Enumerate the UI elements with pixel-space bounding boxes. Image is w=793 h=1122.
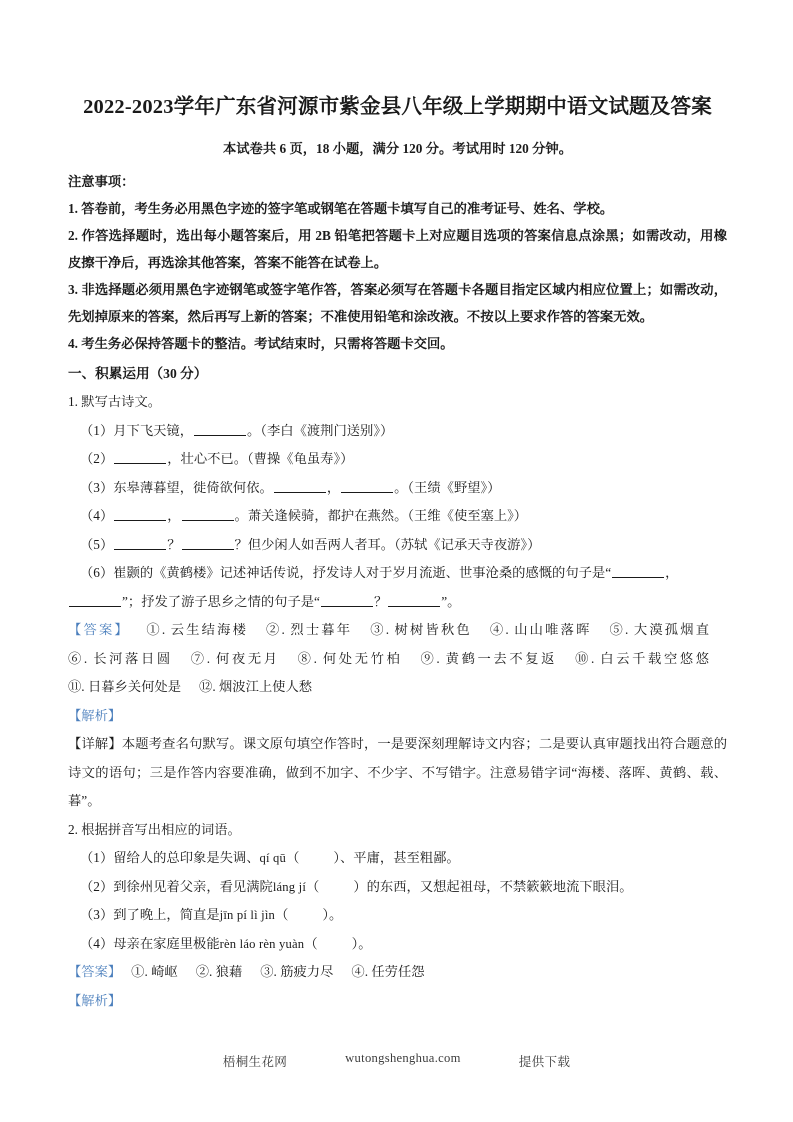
question-2-analysis-label: 【解析】 — [68, 992, 122, 1008]
answer-text: 大漠孤烟直 — [633, 622, 710, 637]
footer-site-name: 梧桐生花网 — [222, 1055, 288, 1069]
fill-blank — [182, 537, 234, 549]
item-text-tail: ”。 — [441, 593, 461, 609]
answer-text: 日暮乡关何处是 — [87, 679, 182, 694]
item-text: ”；抒发了游子思乡之情的句子是“ — [122, 593, 320, 609]
question-1-item-6 — [68, 559, 727, 588]
item-text-tail: 。 — [358, 935, 372, 951]
question-1-stem: 1. 默写古诗文。 — [68, 394, 162, 409]
answer-number: ②. — [195, 964, 213, 979]
answer-label: 【答案】 — [68, 622, 130, 637]
item-number: （4） — [80, 508, 114, 523]
answer-number: ⑤. — [609, 622, 629, 637]
fill-blank — [69, 594, 121, 606]
answer-number: ⑧. — [297, 650, 317, 666]
fill-blank — [114, 452, 166, 464]
notice-item: 1. 答卷前，考生务必用黑色字迹的签字笔或钢笔在答题卡填写自己的准考证号、姓名、学校。 — [68, 201, 614, 216]
item-text: 东皋薄暮望，徙倚欲何依。 — [113, 479, 273, 495]
item-text-tail: 的东西，又想起祖母，不禁簌簌地流下眼泪。 — [366, 878, 633, 894]
pinyin-hint: qí qū — [259, 851, 287, 865]
answer-item — [260, 964, 333, 979]
answer-item — [68, 651, 173, 666]
item-number: （3） — [80, 907, 114, 922]
question-2-item-2: （2）到徐州见着父亲，看见满院láng jí（ ）的东西，又想起祖母，不禁簌簌地流下眼泪。 — [80, 878, 633, 894]
item-text-mid: ， — [167, 508, 181, 523]
question-1-item-4 — [68, 502, 727, 531]
item-number: （4） — [80, 935, 114, 951]
notice-heading: 注意事项： — [68, 174, 135, 189]
item-text-tail: 。（李白《渡荆门送别》） — [247, 422, 394, 438]
answer-number: ①. — [131, 964, 148, 979]
notice-item: 3. 非选择题必须用黑色字迹钢笔或签字笔作答，答案必须写在答题卡各题目指定区域内相应位置上；如需改动，先划掉原来的答案，然后再写上新的答案；不准使用铅笔和涂改液。不按以上要求作答的答案无效。 — [68, 282, 727, 324]
answer-item — [266, 622, 352, 637]
item-text: 母亲在家庭里极能 — [113, 935, 220, 951]
question-2-answer — [68, 958, 727, 987]
answer-text: 烈士暮年 — [290, 622, 353, 637]
item-text-tail: 。（王绩《野望》） — [394, 479, 501, 495]
answer-number: ⑦. — [190, 650, 211, 666]
answer-text: 崎岖 — [151, 964, 178, 979]
answer-text: 狼藉 — [215, 964, 243, 979]
item-text: （6）崔颢的《黄鹤楼》记述神话传说，抒发诗人对于岁月流逝、世事沧桑的感慨的句子是“ — [80, 565, 612, 580]
fill-blank — [612, 566, 664, 578]
item-number: （1） — [80, 422, 114, 438]
item-text: 月下飞天镜， — [113, 422, 194, 438]
question-1-item-3 — [68, 474, 727, 503]
answer-item — [490, 622, 592, 637]
answer-text: 何夜无月 — [216, 650, 280, 666]
item-text-mid: ， — [326, 479, 341, 495]
answer-item — [420, 651, 557, 666]
item-number: （5） — [80, 536, 114, 552]
fill-blank — [114, 509, 166, 521]
fill-blank — [194, 423, 246, 435]
answer-label: 【答案】 — [68, 964, 122, 979]
item-number: （2） — [80, 878, 114, 894]
section-heading: 一、积累运用（30 分） — [68, 366, 208, 381]
item-text: 到徐州见着父亲，看见满院 — [113, 878, 273, 894]
item-text-mid: ？ — [373, 593, 388, 609]
footer-action: 提供下载 — [518, 1055, 571, 1069]
item-text-tail: 、平庸，甚至粗鄙。 — [340, 850, 460, 865]
answer-item — [370, 622, 472, 637]
question-1-item-6-cont — [68, 588, 727, 617]
question-1-item-2 — [68, 445, 727, 474]
question-2-stem: 2. 根据拼音写出相应的词语。 — [68, 821, 241, 837]
answer-number: ①. — [146, 622, 166, 637]
answer-number: ⑩. — [575, 650, 595, 666]
answer-text: 何处无竹柏 — [322, 650, 403, 666]
question-2-item-3: （3）到了晚上，简直是jīn pí lì jìn（ ）。 — [80, 907, 343, 922]
question-1-analysis-label: 【解析】 — [68, 707, 122, 723]
item-number: （2） — [80, 451, 114, 466]
notice-item: 4. 考生务必保持答题卡的整洁。考试结束时，只需将答题卡交回。 — [68, 336, 454, 351]
fill-blank — [114, 537, 166, 549]
footer-domain: wutongshenghua.com — [345, 1051, 461, 1065]
answer-item — [196, 964, 243, 979]
answer-item — [191, 651, 280, 666]
paper-subtitle: 本试卷共 6 页，18 小题，满分 120 分。考试用时 120 分钟。 — [222, 141, 573, 156]
item-text-tail: 。萧关逢候骑，都护在燕然。（王维《使至塞上》） — [234, 508, 528, 523]
question-1-item-5 — [68, 531, 727, 560]
item-text: 留给人的总印象是失调、 — [113, 850, 260, 865]
question-1-answer — [68, 616, 727, 702]
pinyin-hint: láng jí — [272, 879, 307, 894]
answer-text: 山山唯落晖 — [514, 622, 592, 637]
pinyin-hint: jīn pí lì jìn — [219, 908, 276, 922]
page-footer — [0, 1051, 793, 1070]
item-text-mid: ？ — [167, 536, 181, 552]
answer-item — [610, 622, 709, 637]
fill-blank — [388, 594, 440, 606]
fill-blank — [274, 480, 326, 492]
item-text-tail: 。 — [329, 907, 343, 922]
answer-item — [199, 679, 312, 694]
answer-number: ③. — [370, 622, 390, 637]
answer-text: 白云千载空悠悠 — [600, 650, 710, 666]
fill-blank — [182, 509, 234, 521]
question-1-item-1 — [68, 417, 727, 446]
page-title: 2022-2023学年广东省河源市紫金县八年级上学期期中语文试题及答案 — [83, 96, 712, 118]
answer-text: 筋疲力尽 — [280, 964, 334, 979]
answer-text: 云生结海楼 — [170, 622, 249, 637]
item-number: （3） — [80, 479, 114, 495]
question-2-item-1: （1）留给人的总印象是失调、qí qū（ ）、平庸，甚至粗鄙。 — [80, 850, 460, 865]
pinyin-hint: rèn láo rèn yuàn — [219, 936, 305, 951]
answer-text: 任劳任怨 — [371, 964, 425, 979]
answer-number: ⑨. — [420, 650, 440, 666]
answer-item — [131, 964, 178, 979]
answer-text: 黄鹤一去不复返 — [445, 650, 558, 666]
item-text-mid: ， — [665, 565, 679, 580]
item-text: 到了晚上，简直是 — [113, 907, 220, 922]
answer-number: ⑪. — [68, 679, 85, 694]
item-number: （1） — [80, 850, 114, 865]
fill-blank — [321, 594, 373, 606]
answer-number: ④. — [489, 622, 509, 637]
answer-item — [146, 622, 248, 637]
answer-number: ④. — [351, 964, 369, 979]
answer-text: 长河落日圆 — [93, 650, 173, 666]
answer-item — [351, 964, 424, 979]
answer-number: ⑥. — [68, 650, 88, 666]
answer-text: 树树皆秋色 — [394, 622, 472, 637]
answer-number: ②. — [266, 622, 285, 637]
question-1-detail — [68, 730, 727, 816]
detail-label: 【详解】 — [68, 736, 122, 751]
item-text-tail: ？但少闲人如吾两人者耳。（苏轼《记承天寺夜游》） — [234, 536, 541, 552]
answer-item — [575, 651, 709, 666]
notice-item: 2. 作答选择题时，选出每小题答案后，用 2B 铅笔把答题卡上对应题目选项的答案信息点涂黑；如需改动，用橡皮擦干净后，再选涂其他答案，答案不能答在试卷上。 — [68, 228, 727, 270]
question-2-item-4: （4）母亲在家庭里极能rèn láo rèn yuàn（ ）。 — [80, 935, 372, 951]
item-text-tail: ，壮心不已。（曹操《龟虽寿》） — [167, 451, 354, 466]
answer-number: ⑫. — [199, 679, 216, 694]
answer-item — [298, 651, 403, 666]
answer-number: ③. — [260, 964, 277, 979]
fill-blank — [341, 480, 393, 492]
answer-text: 烟波江上使人愁 — [218, 679, 313, 694]
detail-text: 本题考查名句默写。课文原句填空作答时，一是要深刻理解诗文内容；二是要认真审题找出符合题意的诗文的语句；三是作答内容要准确，做到不加字、不少字、不写错字。注意易错字词“海楼、落晖、黄鹤、载、暮”。 — [68, 736, 728, 808]
answer-item — [68, 679, 181, 694]
